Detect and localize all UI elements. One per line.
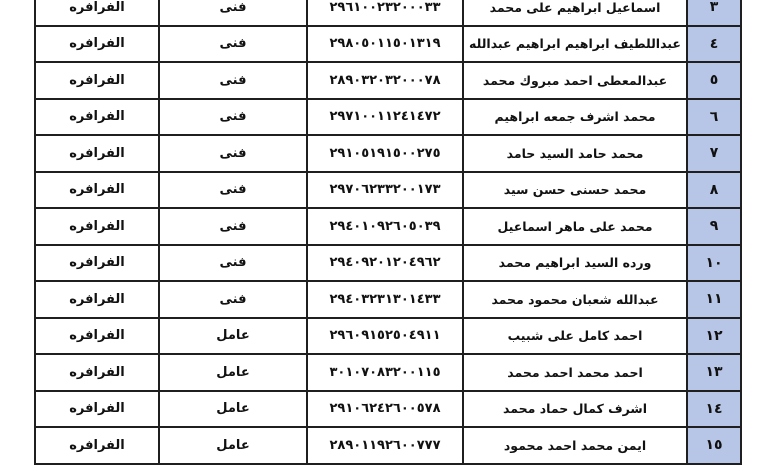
cell-national-id: ٢٩١٠٥١٩١٥٠٠٢٧٥: [307, 135, 463, 172]
cell-job: فنى: [159, 281, 307, 318]
cell-national-id: ٢٨٩٠٣٢٠٣٢٠٠٠٧٨: [307, 62, 463, 99]
cell-row-number: ٣: [687, 0, 741, 26]
cell-job: عامل: [159, 354, 307, 391]
cell-row-number: ١٣: [687, 354, 741, 391]
cell-national-id: ٢٩٦٠٩١٥٢٥٠٤٩١١: [307, 318, 463, 355]
cell-national-id: ٣٠١٠٧٠٨٣٢٠٠١١٥: [307, 354, 463, 391]
cell-job: فنى: [159, 245, 307, 282]
cell-job: فنى: [159, 135, 307, 172]
cell-center: الفرافره: [35, 99, 159, 136]
table-row: [35, 245, 741, 282]
cell-name: احمد كامل على شبيب: [463, 318, 687, 355]
table-row: [35, 427, 741, 464]
cell-job: عامل: [159, 391, 307, 428]
table-row: [35, 26, 741, 63]
cell-national-id: ٢٩٤٠١٠٩٢٦٠٥٠٣٩: [307, 208, 463, 245]
cell-center: الفرافره: [35, 391, 159, 428]
cell-row-number: ٨: [687, 172, 741, 209]
cell-national-id: ٢٩٧٠٦٢٣٣٢٠٠١٧٣: [307, 172, 463, 209]
cell-row-number: ١٠: [687, 245, 741, 282]
cell-national-id: ٢٩٨٠٥٠١١٥٠١٣١٩: [307, 26, 463, 63]
cell-row-number: ١١: [687, 281, 741, 318]
cell-name: محمد حامد السيد حامد: [463, 135, 687, 172]
cell-name: محمد على ماهر اسماعيل: [463, 208, 687, 245]
cell-center: الفرافره: [35, 135, 159, 172]
cell-center: الفرافره: [35, 26, 159, 63]
table-body: [35, 0, 741, 464]
table-row: [35, 0, 741, 26]
cell-row-number: ١٢: [687, 318, 741, 355]
cell-name: عبدالله شعبان محمود محمد: [463, 281, 687, 318]
cell-row-number: ١٤: [687, 391, 741, 428]
cell-national-id: ٢٩٤٠٩٢٠١٢٠٤٩٦٢: [307, 245, 463, 282]
cell-row-number: ٦: [687, 99, 741, 136]
cell-national-id: ٢٩١٠٦٢٤٢٦٠٠٥٧٨: [307, 391, 463, 428]
cell-job: فنى: [159, 99, 307, 136]
cell-national-id: ٢٨٩٠١١٩٢٦٠٠٧٧٧: [307, 427, 463, 464]
cell-row-number: ٩: [687, 208, 741, 245]
table-row: [35, 354, 741, 391]
cell-name: احمد محمد احمد محمد: [463, 354, 687, 391]
cell-name: اسماعيل ابراهيم على محمد: [463, 0, 687, 26]
cell-center: الفرافره: [35, 0, 159, 26]
cell-national-id: ٢٩٤٠٣٢٣١٣٠١٤٣٣: [307, 281, 463, 318]
cell-center: الفرافره: [35, 354, 159, 391]
cell-center: الفرافره: [35, 427, 159, 464]
cell-job: فنى: [159, 208, 307, 245]
cell-name: محمد حسنى حسن سيد: [463, 172, 687, 209]
cell-national-id: ٢٩٦١٠٠٢٣٢٠٠٠٣٣: [307, 0, 463, 26]
table-row: [35, 62, 741, 99]
cell-row-number: ٤: [687, 26, 741, 63]
cell-name: عبدالمعطى احمد مبروك محمد: [463, 62, 687, 99]
cell-job: عامل: [159, 318, 307, 355]
cell-center: الفرافره: [35, 208, 159, 245]
cell-job: فنى: [159, 0, 307, 26]
cell-job: فنى: [159, 172, 307, 209]
cell-name: ايمن محمد احمد محمود: [463, 427, 687, 464]
cell-job: فنى: [159, 26, 307, 63]
cell-row-number: ١٥: [687, 427, 741, 464]
table-row: [35, 99, 741, 136]
table-row: [35, 208, 741, 245]
cell-row-number: ٥: [687, 62, 741, 99]
cell-row-number: ٧: [687, 135, 741, 172]
cell-center: الفرافره: [35, 62, 159, 99]
table-row: [35, 281, 741, 318]
cell-center: الفرافره: [35, 172, 159, 209]
cell-name: محمد اشرف جمعه ابراهيم: [463, 99, 687, 136]
cell-center: الفرافره: [35, 318, 159, 355]
table-row: [35, 318, 741, 355]
cell-name: ورده السيد ابراهيم محمد: [463, 245, 687, 282]
employees-table: [34, 0, 742, 465]
table-row: [35, 135, 741, 172]
cell-job: فنى: [159, 62, 307, 99]
cell-job: عامل: [159, 427, 307, 464]
cell-national-id: ٢٩٧١٠٠١١٢٤١٤٧٢: [307, 99, 463, 136]
cell-center: الفرافره: [35, 281, 159, 318]
table-row: [35, 172, 741, 209]
table-row: [35, 391, 741, 428]
cell-center: الفرافره: [35, 245, 159, 282]
cell-name: اشرف كمال حماد محمد: [463, 391, 687, 428]
cell-name: عبداللطيف ابراهيم ابراهيم عبدالله: [463, 26, 687, 63]
